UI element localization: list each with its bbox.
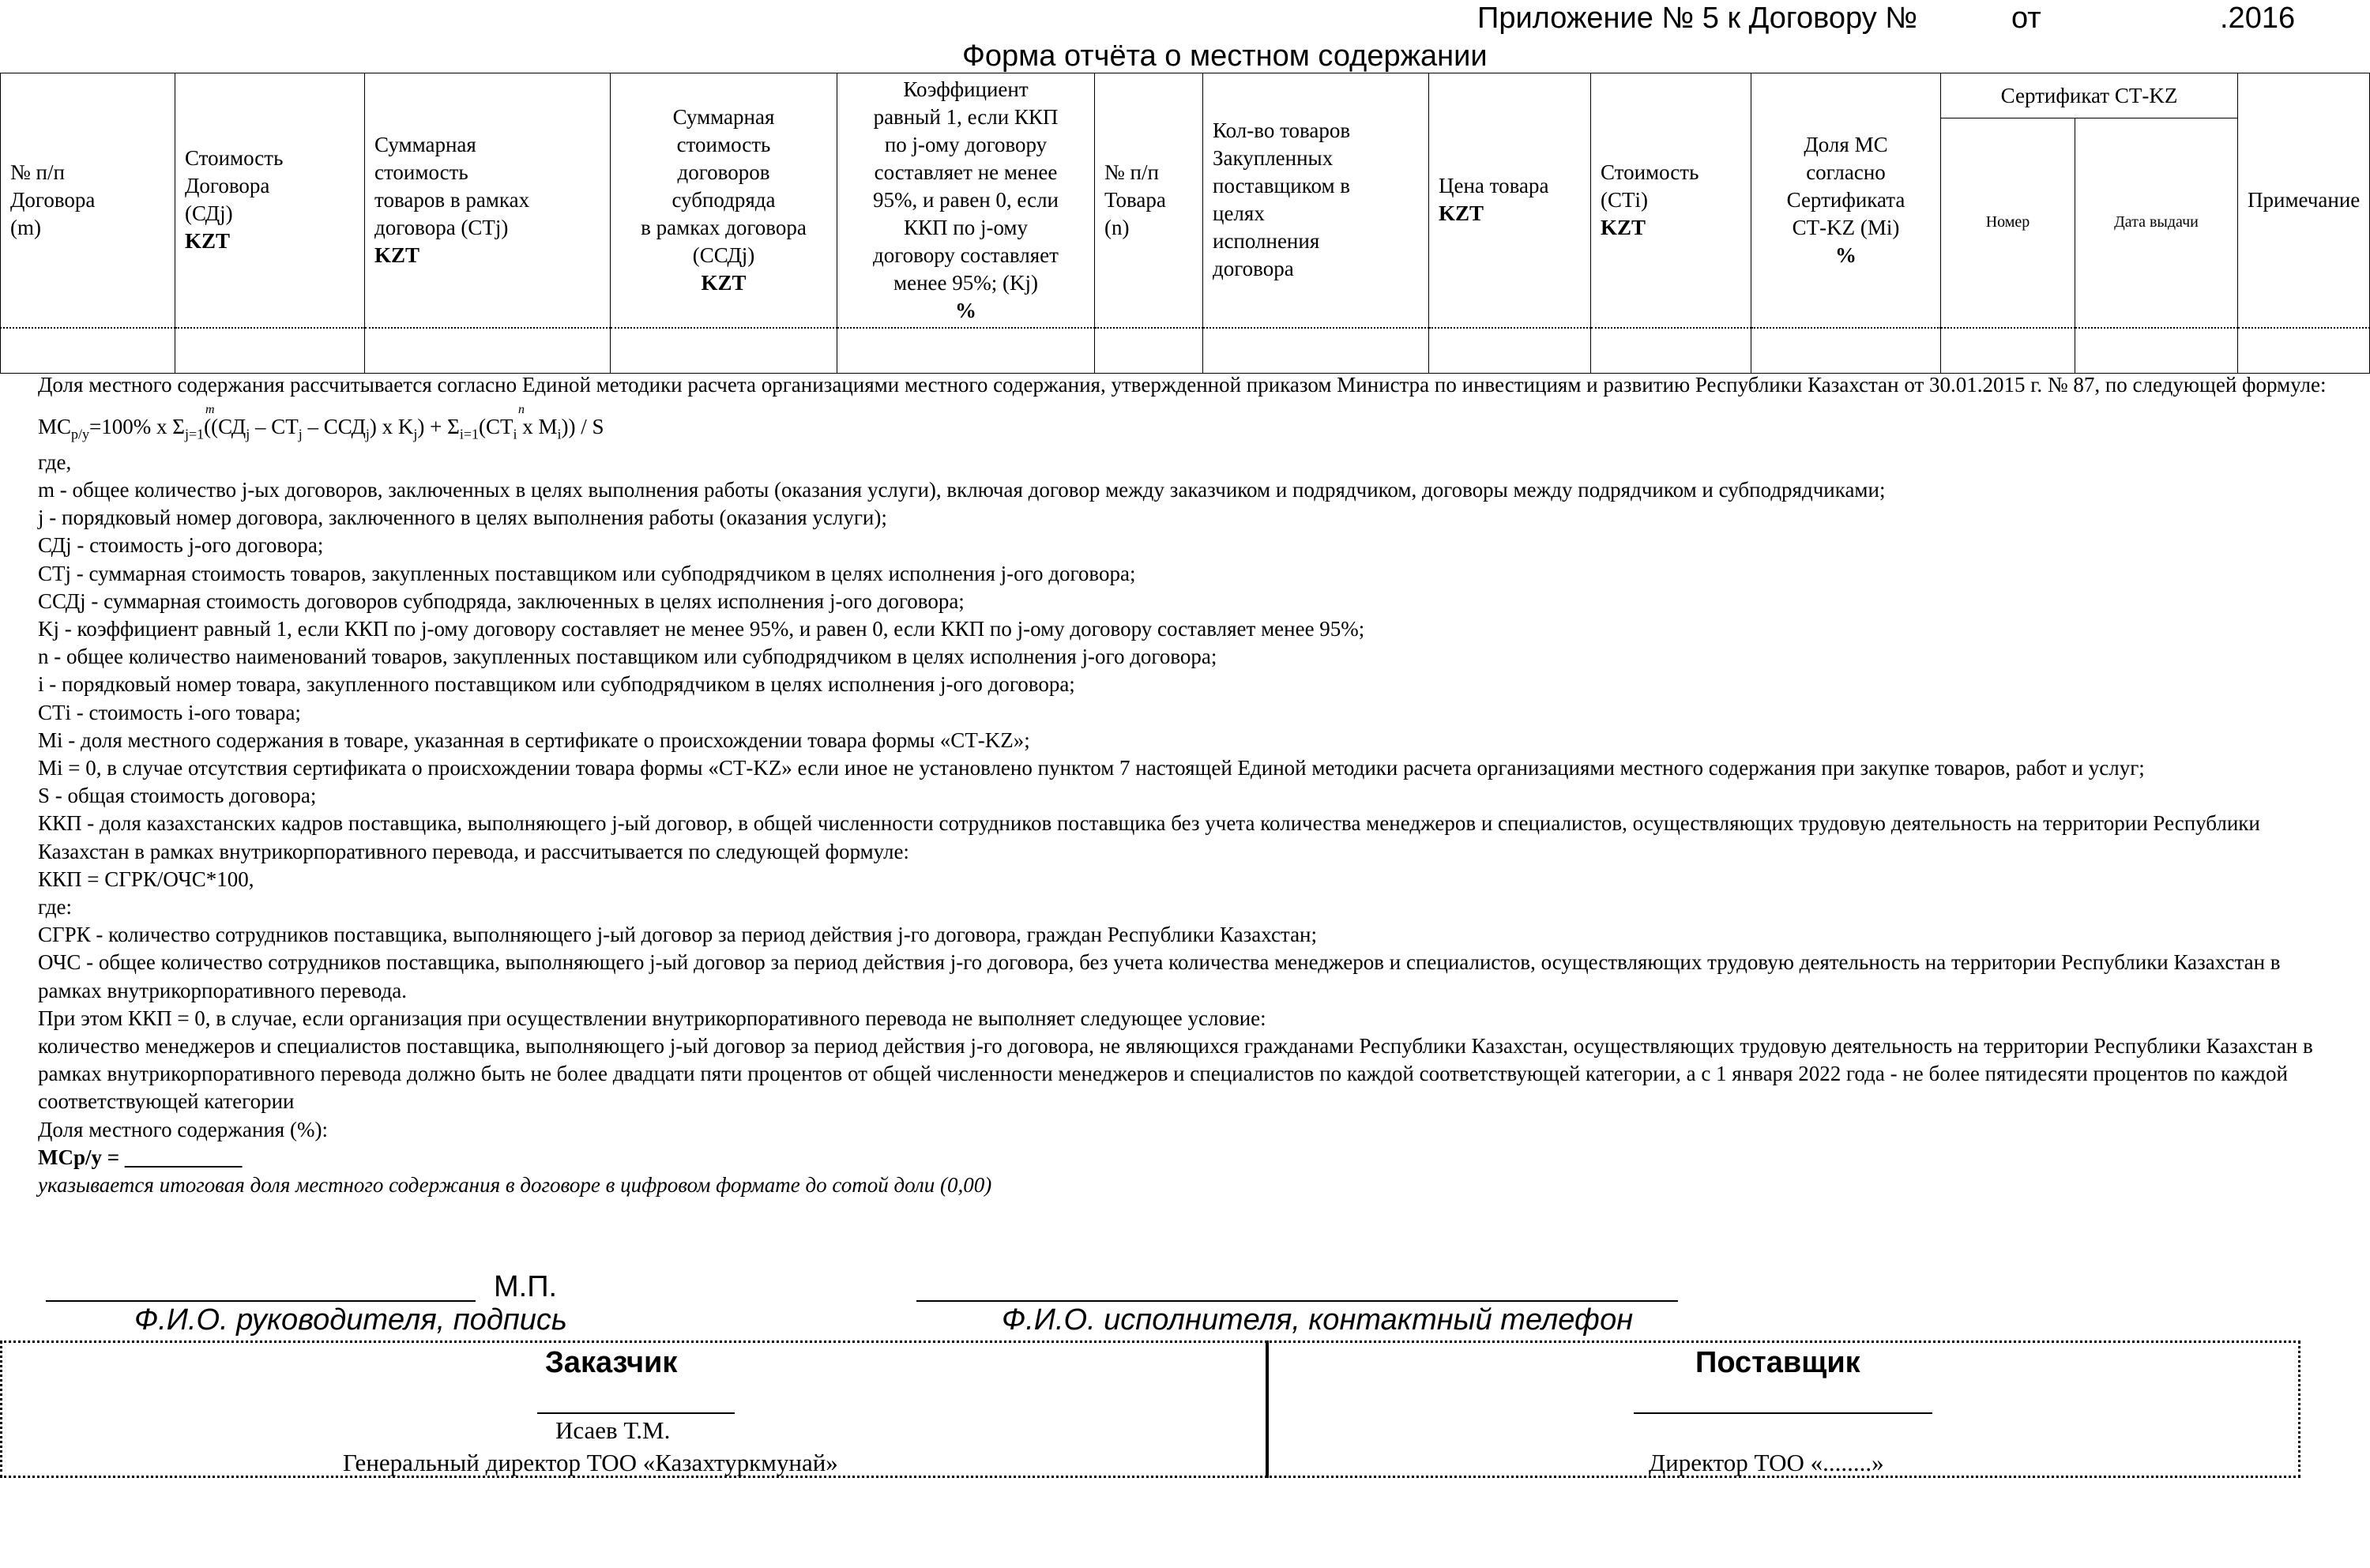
table-cell — [1941, 328, 2075, 374]
header-line-text: (m) — [10, 215, 41, 239]
col-share — [1751, 73, 1941, 328]
header-line-text: стоимость — [676, 132, 771, 156]
col-goods-no — [1095, 73, 1203, 328]
customer-title: Заказчик — [545, 1346, 678, 1379]
definition-ochs: ОЧС - общее количество сотрудников поставщика, выполняющего j-ый договор за период действия j-го договора, без учета количества менеджеров и специалистов, осуществляющих трудовую деятельность на территории Республики Казахстан в рамках внутрикорпоративного перевода. — [38, 950, 2281, 1002]
table-cell — [1751, 328, 1941, 374]
where-label: где, — [38, 449, 72, 474]
header-line-text: (СТi) — [1601, 187, 1648, 212]
col-contract-no — [1, 73, 175, 328]
appendix-text: Приложение № 5 к Договору № — [1477, 2, 1918, 35]
definition-mi: Mi - доля местного содержания в товаре, указанная в сертификате о происхождении товара формы «СТ-KZ»; — [38, 728, 1030, 752]
header-line-text: равный 1, если ККП — [873, 104, 1059, 129]
definition-n: n - общее количество наименований товаров, закупленных поставщиком или субподрядчиком в целях исполнения j-ого договора; — [38, 645, 1217, 669]
col-contract-cost — [175, 73, 365, 328]
note-line: указывается итоговая доля местного содержания в договоре в цифровом формате до сотой доли (0,00) — [38, 1173, 992, 1198]
col-goods-total — [365, 73, 611, 328]
table-cell — [175, 328, 365, 374]
header-line-text: Договора — [10, 187, 96, 212]
header-line-text: Закупленных — [1213, 146, 1334, 171]
definition-s: S - общая стоимость договора; — [38, 784, 317, 808]
header-line-text: договора (СТj) — [374, 215, 509, 239]
col-coefficient — [837, 73, 1095, 328]
table-cell — [611, 328, 837, 374]
form-title: Форма отчёта о местном содержании — [962, 39, 1488, 73]
header-line-text: в рамках договора — [641, 215, 807, 239]
header-line-text: Кол-во товаров — [1213, 118, 1351, 143]
table-cell — [365, 328, 611, 374]
definition-m: m - общее количество j-ых договоров, заключенных в целях выполнения работы (оказания услуги), включая договор между заказчиком и подрядчиком, договоры между подрядчиком и субподрядчиками; — [38, 478, 1886, 502]
executor-caption: Ф.И.О. исполнителя, контактный телефон — [1002, 1303, 1634, 1337]
supplier-signature-line[interactable] — [1634, 1412, 1932, 1414]
header-line-text: Суммарная — [374, 132, 476, 156]
header-line-text: 95%, и равен 0, если — [872, 187, 1059, 212]
kkp-formula: ККП = СГРК/ОЧС*100, — [38, 867, 254, 891]
header-line-text: СТ-KZ (Mi) — [1792, 215, 1900, 239]
answer-field[interactable]: = ___________ — [102, 1145, 243, 1169]
header-line-text: договору составляет — [873, 243, 1059, 267]
definition-j: j - порядковый номер договора, заключенного в целях выполнения работы (оказания услуги); — [38, 506, 887, 530]
header-line-text: KZT — [1601, 215, 1646, 239]
head-caption: Ф.И.О. руководителя, подпись — [134, 1303, 567, 1337]
header-line-text: Договора — [185, 174, 270, 198]
where-label-2: где: — [38, 895, 72, 919]
report-table — [0, 73, 2370, 374]
definition-kj: Kj - коэффициент равный 1, если ККП по j-ому договору составляет не менее 95%, и равен 0, если ККП по j-ому договору составляет менее 95%; — [38, 617, 1365, 641]
header-line-text: % — [955, 298, 976, 322]
header-line-text: Доля МС — [1804, 132, 1888, 156]
header-line-text: согласно — [1806, 160, 1886, 184]
customer-position: Генеральный директор ТОО «Казахтуркмунай» — [343, 1449, 838, 1476]
header-line-text: (n) — [1104, 215, 1130, 239]
header-line-text: ККП по j-ому — [903, 215, 1029, 239]
definition-kkp: ККП - доля казахстанских кадров поставщика, выполняющего j-ый договор, в общей численности сотрудников поставщика без учета количества менеджеров и специалистов, осуществляющих трудовую деятельность на территории Республики Казахстан в рамках внутрикорпоративного перевода, и рассчитывается по следующей формуле: — [38, 811, 2260, 863]
share-label: Доля местного содержания (%): — [38, 1117, 328, 1141]
header-line-text: Стоимость — [185, 146, 284, 171]
table-cell — [837, 328, 1095, 374]
table-cell — [1095, 328, 1203, 374]
header-line-text: поставщиком в — [1213, 174, 1351, 198]
col-cost — [1591, 73, 1751, 328]
header-line-text: № п/п — [10, 160, 65, 184]
appendix-from: от — [2011, 2, 2041, 35]
table-cell — [1, 328, 175, 374]
supplier-title: Поставщик — [1695, 1346, 1860, 1379]
customer-name: Исаев Т.М. — [555, 1416, 671, 1444]
parties-divider — [1266, 1341, 1269, 1478]
header-line-text: Стоимость — [1601, 160, 1699, 184]
formula-line: $МС_{р/у}=100\%$ х $\Sigma_{j=1}$ m ($(СД_j - СТ_j - ССД_j)$ х $K_j) + \Sigma_{i=1}$ n ($СТ_i$ х $M_i$)) / S — [38, 403, 604, 442]
header-line-text: (ССДj) — [692, 243, 755, 267]
header-line-text: договора — [1213, 257, 1294, 281]
answer-line: МСр/у = ___________ — [38, 1145, 243, 1169]
table-cell — [1591, 328, 1751, 374]
definition-sdj: СДj - стоимость j-ого договора; — [38, 533, 324, 558]
col-subcontract-total — [611, 73, 837, 328]
header-line-text: по j-ому договору — [884, 132, 1048, 156]
header-line-text: № п/п — [1104, 160, 1159, 184]
kkp-condition: При этом ККП = 0, в случае, если организация при осуществлении внутрикорпоративного перевода не выполняет следующее условие: — [38, 1006, 1266, 1030]
intro-paragraph: Доля местного содержания рассчитывается согласно Единой методики расчета организациями местного содержания, утвержденной приказом Министра по инвестициям и развитию Республики Казахстан от 30.01.2015 г. № 87, по следующей формуле: — [38, 373, 2327, 397]
table-cell — [1203, 328, 1429, 374]
header-line-text: Цена товара — [1439, 174, 1549, 198]
col-cert-number: Номер — [1941, 118, 2075, 328]
appendix-year: .2016 — [2220, 2, 2296, 35]
definition-sgrk: СГРК - количество сотрудников поставщика, выполняющего j-ый договор за период действия j-го договора, граждан Республики Казахстан; — [38, 923, 1317, 947]
header-line-text: товаров в рамках — [374, 187, 530, 212]
table-cell — [2075, 328, 2238, 374]
header-line-text: KZT — [1439, 201, 1484, 226]
header-line-text: (СДj) — [185, 201, 233, 226]
header-line-text: субподряда — [672, 187, 776, 212]
definition-stj: СТj - суммарная стоимость товаров, закупленных поставщиком или субподрядчиком в целях исполнения j-ого договора; — [38, 561, 1136, 585]
definition-sti: СТi - стоимость i-ого товара; — [38, 700, 301, 724]
definition-ssdj: ССДj - суммарная стоимость договоров субподряда, заключенных в целях исполнения j-ого договора; — [38, 588, 965, 613]
table-cell — [1429, 328, 1591, 374]
customer-signature-line[interactable] — [537, 1412, 735, 1414]
header-line-text: Коэффициент — [903, 77, 1029, 101]
header-line-text: Суммарная — [672, 104, 775, 129]
header-line-text: менее 95%; (Kj) — [893, 270, 1038, 295]
kkp-condition-text: количество менеджеров и специалистов поставщика, выполняющего j-ый договор за период действия j-го договора, не являющихся гражданами Республики Казахстан, осуществляющих трудовую деятельность на территории Республики Казахстан в рамках внутрикорпоративного перевода должно быть не более двадцати пяти процентов от общей численности менеджеров и специалистов по каждой соответствующей категории, а с 1 января 2022 года - не более пятидесяти процентов по каждой соответствующей категории — [38, 1034, 2313, 1114]
definition-mi-zero: Mi = 0, в случае отсутствия сертификата о происхождении товара формы «СТ-KZ» если иное не установлено пунктом 7 настоящей Единой методики расчета организациями местного содержания при закупке товаров, работ и услуг; — [38, 756, 2145, 780]
header-line-text: исполнения — [1213, 229, 1320, 254]
supplier-position: Директор ТОО «........» — [1649, 1449, 1884, 1476]
col-goods-qty — [1203, 73, 1429, 328]
header-line-text: составляет не менее — [874, 160, 1058, 184]
col-cert-date: Дата выдачи — [2075, 118, 2238, 328]
header-line-text: KZT — [701, 270, 747, 295]
header-line-text: % — [1835, 243, 1856, 267]
header-line-text: стоимость — [374, 160, 468, 184]
header-line-text: договоров — [677, 160, 770, 184]
header-line-text: Товара — [1104, 187, 1166, 212]
col-note: Примечание — [2238, 73, 2370, 328]
header-line-text: Сертификата — [1786, 187, 1905, 212]
head-signature-line[interactable] — [46, 1300, 476, 1302]
table-cell — [2238, 328, 2370, 374]
methodology-text — [38, 371, 2345, 1199]
header-line-text: KZT — [185, 229, 231, 254]
header-line-text: целях — [1213, 201, 1265, 226]
definition-i: i - порядковый номер товара, закупленного поставщиком или субподрядчиком в целях исполнения j-ого договора; — [38, 672, 1075, 697]
col-price — [1429, 73, 1591, 328]
executor-signature-line[interactable] — [916, 1300, 1678, 1302]
stamp-label: М.П. — [494, 1270, 558, 1303]
header-line-text: KZT — [374, 243, 420, 267]
col-certificate: Сертификат СТ-KZ — [1941, 73, 2238, 118]
table-row — [1, 328, 2370, 374]
